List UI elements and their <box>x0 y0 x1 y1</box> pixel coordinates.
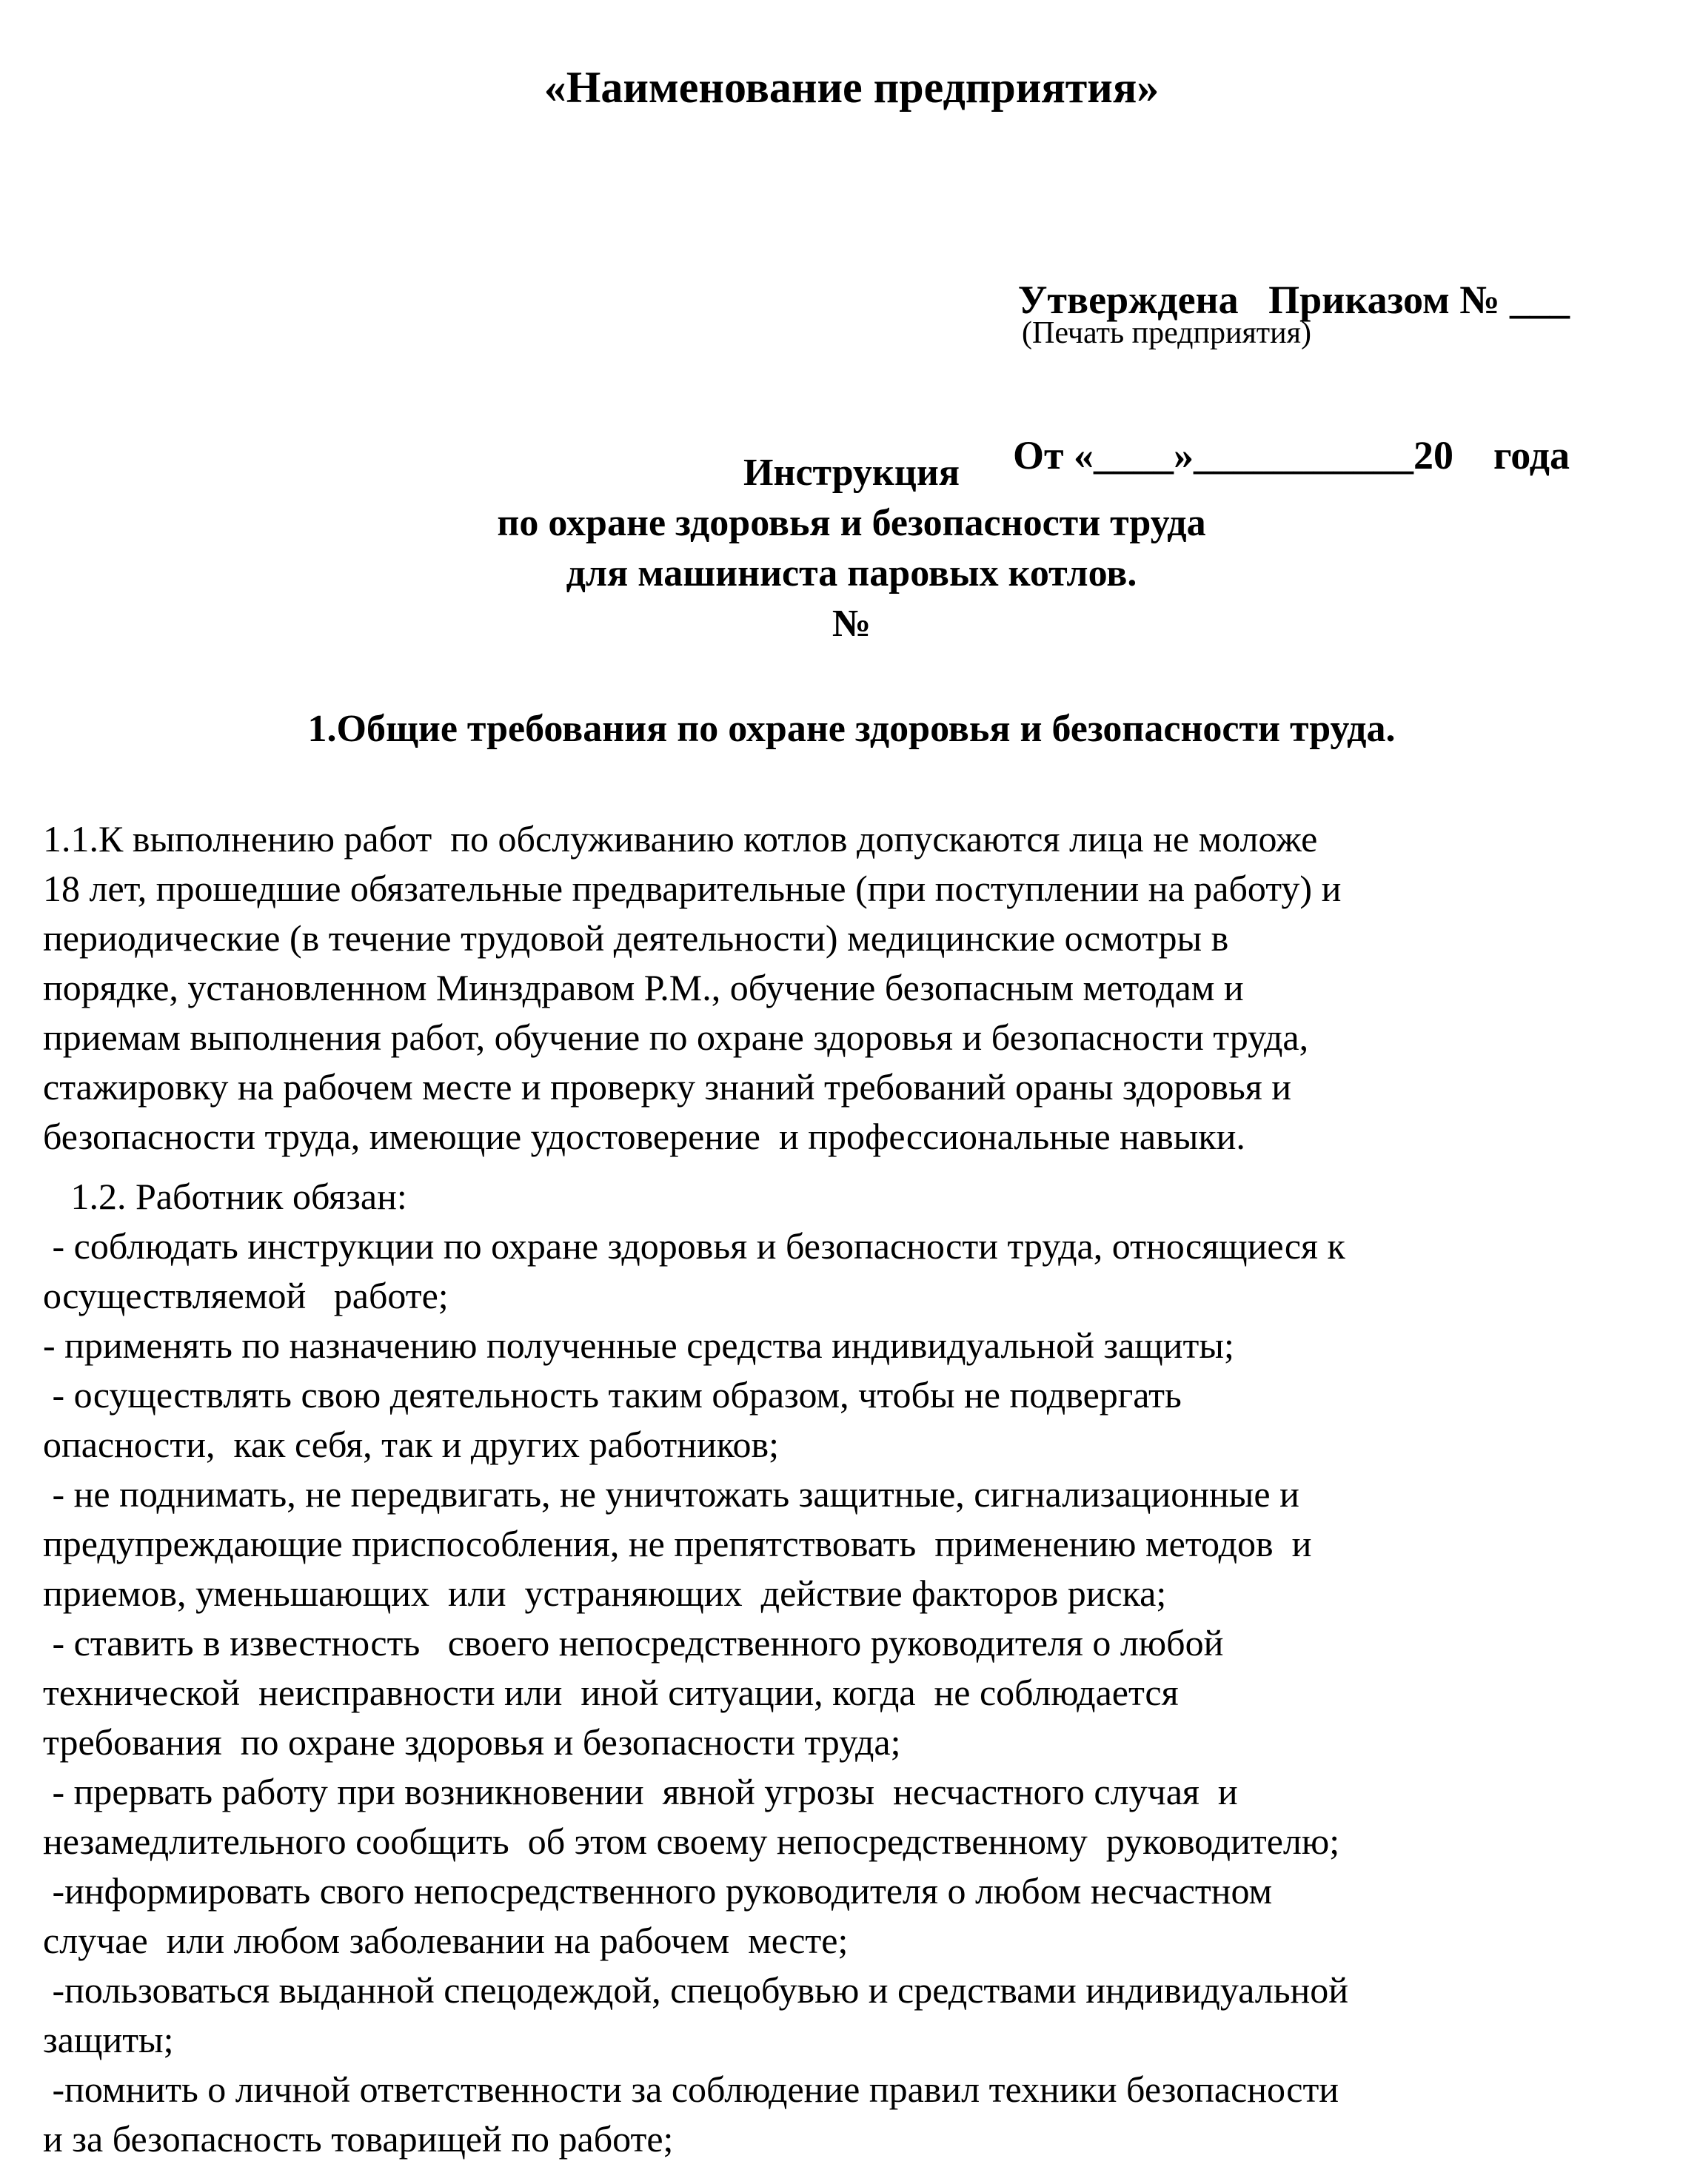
section-1-heading: 1.Общие требования по охране здоровья и безопасности труда. <box>307 708 1396 750</box>
text-line: стажировку на рабочем месте и проверку знаний требований ораны здоровья и <box>43 1066 1292 1108</box>
paragraph-1-1 <box>43 814 1672 1162</box>
text-line: приемам выполнения работ, обучение по охране здоровья и безопасности труда, <box>43 1016 1309 1058</box>
approval-date-line: От «____»___________20 года <box>1013 433 1570 478</box>
approval-order-line: Утверждена Приказом № ___ <box>1017 278 1570 322</box>
text-line: -помнить о личной ответственности за соблюдение правил техники безопасности <box>43 2069 1339 2110</box>
text-line: технической неисправности или иной ситуации, когда не соблюдается <box>43 1672 1179 1713</box>
text-line: -информировать свого непосредственного руководителя о любом несчастном <box>43 1870 1273 1912</box>
text-line: требования по охране здоровья и безопасности труда; <box>43 1721 901 1763</box>
text-line: - ставить в известность своего непосредственного руководителя о любой <box>43 1622 1224 1664</box>
text-line: - осуществлять свою деятельность таким образом, чтобы не подвергать <box>43 1374 1182 1416</box>
text-line: - соблюдать инструкции по охране здоровья и безопасности труда, относящиеся к <box>43 1225 1345 1267</box>
text-line: 1.2. Работник обязан: <box>43 1176 407 1217</box>
text-line: случае или любом заболевании на рабочем месте; <box>43 1920 849 1961</box>
text-line: - прервать работу при возникновении явной угрозы несчастного случая и <box>43 1771 1238 1812</box>
paragraph-gap <box>43 1162 1672 1172</box>
text-line: приемов, уменьшающих или устраняющих действие факторов риска; <box>43 1572 1167 1614</box>
text-line: предупреждающие приспособления, не препятствовать применению методов и <box>43 1523 1312 1564</box>
text-line: незамедлительного сообщить об этом своему непосредственному руководителю; <box>43 1820 1340 1862</box>
text-line: - применять по назначению полученные средства индивидуальной защиты; <box>43 1324 1234 1366</box>
text-line: порядке, установленном Минздравом Р.М., обучение безопасным методам и <box>43 967 1244 1008</box>
text-line: периодические (в течение трудовой деятельности) медицинские осмотры в <box>43 917 1229 959</box>
text-line: опасности, как себя, так и других работников; <box>43 1424 779 1465</box>
company-name: «Наименование предприятия» <box>543 63 1160 112</box>
title-line-2: по охране здоровья и безопасности труда <box>497 502 1206 544</box>
document-title <box>0 448 1703 649</box>
text-line: 1.1.К выполнению работ по обслуживанию котлов допускаются лица не моложе <box>43 818 1318 860</box>
text-line: - не поднимать, не передвигать, не уничтожать защитные, сигнализационные и <box>43 1473 1299 1515</box>
title-line-3: для машиниста паровых котлов. <box>566 552 1137 594</box>
text-line: -пользоваться выданной спецодеждой, спецобувью и средствами индивидуальной <box>43 1969 1349 2011</box>
paragraph-1-2 <box>43 1172 1672 2164</box>
text-line: и за безопасность товарищей по работе; <box>43 2118 674 2160</box>
title-number: № <box>832 603 871 645</box>
text-line: осуществляемой работе; <box>43 1275 449 1316</box>
stamp-note: (Печать предприятия) <box>1022 316 1311 350</box>
text-line: 18 лет, прошедшие обязательные предварительные (при поступлении на работу) и <box>43 868 1342 909</box>
title-line-1: Инструкция <box>743 452 960 494</box>
text-line: безопасности труда, имеющие удостоверение и профессиональные навыки. <box>43 1116 1245 1157</box>
text-line: защиты; <box>43 2019 174 2060</box>
section-1-body <box>43 814 1672 2164</box>
